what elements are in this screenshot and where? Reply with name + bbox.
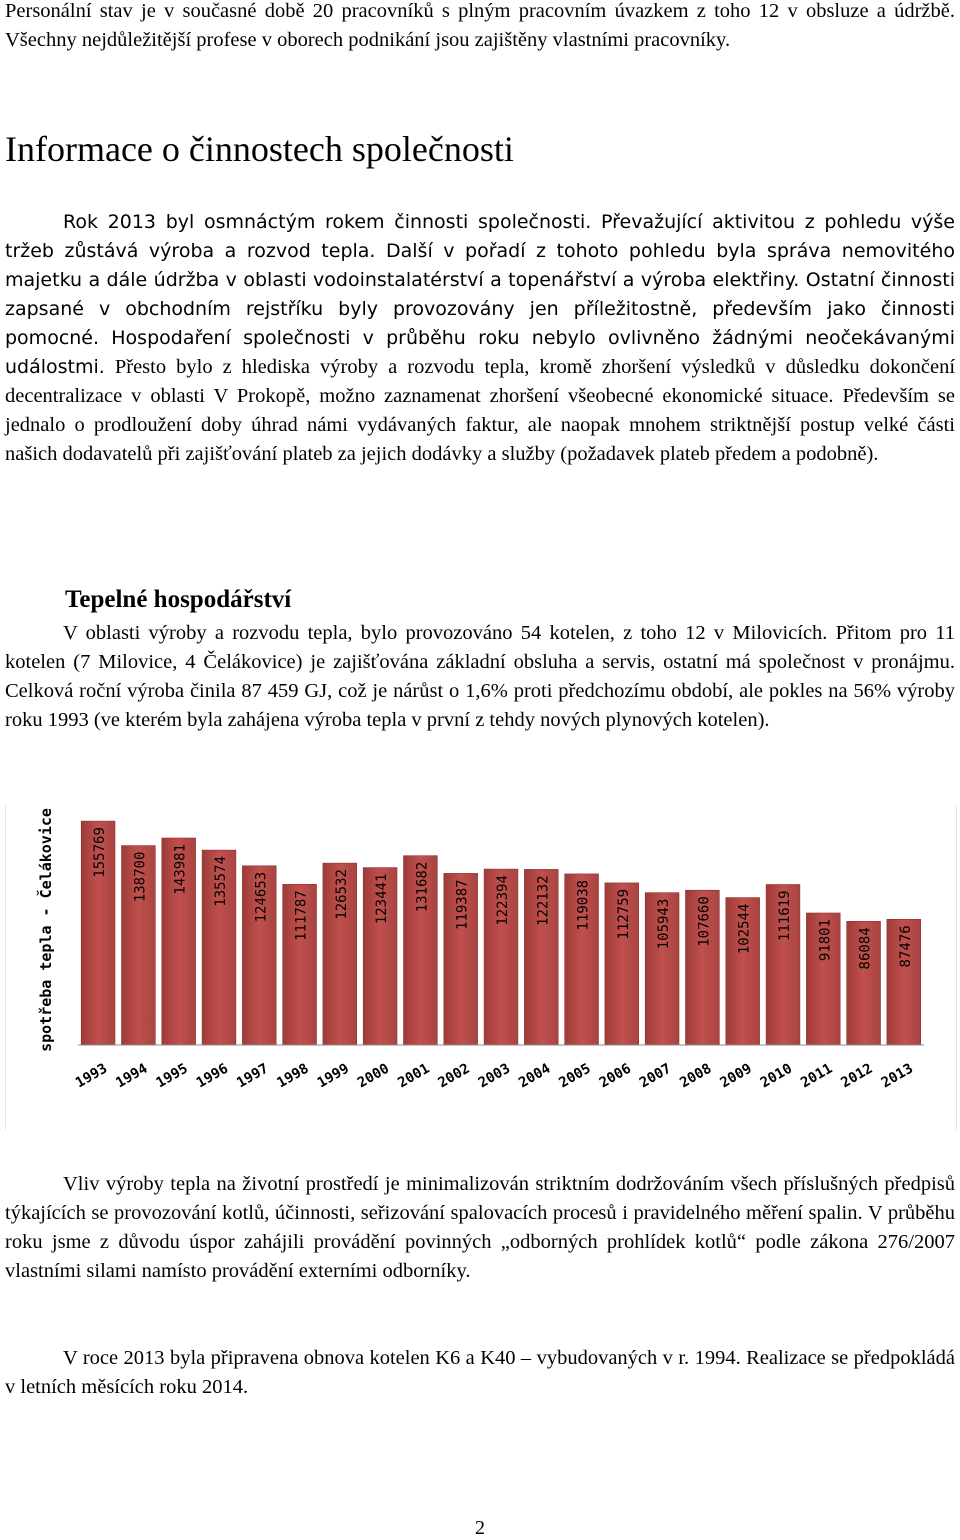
x-tick-label-2000: 2000 [354,1060,393,1092]
x-tick-label-2001: 2001 [395,1060,433,1092]
environment-text: Vliv výroby tepla na životní prostředí je minimalizován striktním dodržováním všech příslušných předpisů týkajících se provozování kotlů, účinnosti, seřizování spalovacích procesů i pravidelného měření spalin. V průběhu roku jsme z důvodu úspor zahájili provádění povinných „odborných prohlídek kotlů“ podle zákona 276/2007 vlastními silami namísto provádění externími odborníky. [5,1173,955,1282]
heating-paragraph [5,619,955,735]
x-tick-label-2007: 2007 [636,1060,675,1092]
x-tick-label-1997: 1997 [234,1060,272,1092]
section-heading-activities: Informace o činnostech společnosti [5,129,514,169]
data-label-2006: 112759 [615,888,632,940]
x-tick-label-1999: 1999 [314,1060,352,1092]
section-heading-heating: Tepelné hospodářství [65,586,292,613]
x-tick-label-2011: 2011 [798,1060,836,1092]
data-label-2004: 122132 [535,875,552,926]
y-axis-label: spotřeba tepla - Čelákovice [37,808,55,1052]
renovation-paragraph [5,1344,955,1402]
x-tick-label-2012: 2012 [838,1060,876,1092]
page-number: 2 [475,1517,485,1539]
data-label-1995: 143981 [172,844,189,895]
heating-text: V oblasti výroby a rozvodu tepla, bylo provozováno 54 kotelen, z toho 12 v Milovicích. Přitom pro 11 kotelen (7 Milovice, 4 Čelákovice) je zajišťována základní obsluha a servis, ostatní má společnost v pronájmu. Celková roční výroba činila 87 459 GJ, což je nárůst o 1,6% proti předchozímu období, ale pokles na 56% výroby roku 1993 (ve kterém byla zahájena výroba tepla v první z tehdy nových plynových kotelen). [5,622,955,731]
x-tick-label-2008: 2008 [677,1060,715,1092]
renovation-text: V roce 2013 byla připravena obnova kotelen K6 a K40 – vybudovaných v r. 1994. Realizace se předpokládá v letních měsících roku 2014. [5,1347,955,1398]
x-tick-label-2006: 2006 [596,1060,634,1092]
data-label-1999: 126532 [333,869,350,920]
x-tick-label-1996: 1996 [193,1060,231,1092]
data-label-2001: 131682 [414,861,431,913]
x-tick-label-2009: 2009 [717,1060,755,1092]
data-label-2007: 105943 [656,898,673,950]
x-tick-label-1993: 1993 [72,1060,111,1092]
data-label-1998: 111787 [293,890,310,941]
x-tick-label-2003: 2003 [475,1060,513,1092]
data-label-2005: 119038 [575,879,592,931]
intro-paragraph: Personální stav je v současné době 20 pracovníků s plným pracovním úvazkem z toho 12 v obsluze a údržbě. Všechny nejdůležitější profese v oborech podnikání jsou zajištěny vlastními pracovníky. [5,0,955,51]
data-label-2009: 102544 [736,903,753,955]
x-tick-label-2004: 2004 [516,1060,554,1092]
data-label-2012: 86084 [857,927,874,970]
data-label-1996: 135574 [213,856,229,907]
data-label-2010: 111619 [777,890,793,942]
x-tick-label-2005: 2005 [556,1060,594,1092]
environment-paragraph [5,1170,955,1286]
data-label-1997: 124653 [253,871,270,923]
data-label-2003: 122394 [495,875,511,926]
data-label-2000: 123441 [374,873,391,925]
chart-svg [6,805,956,1130]
activities-text-sans: Rok 2013 byl osmnáctým rokem činnosti společnosti. Převažující aktivitou z pohledu výše tržeb zůstává výroba a rozvod tepla. Další v pořadí z tohoto pohledu byla správa nemovitého majetku a dále údržba v oblasti vodoinstalatérství a topenářství a výroba elektřiny. Ostatní činnosti zapsané v obchodním rejstříku byly provozovány jen příležitostně, především jako činnosti pomocné. Hospodaření společnosti v průběhu roku nebylo ovlivněno žádnými neočekávanými událostmi. [5,211,955,378]
data-label-2011: 91801 [817,919,834,962]
data-label-2008: 107660 [696,896,713,947]
x-tick-label-2010: 2010 [757,1060,795,1092]
data-label-2013: 87476 [897,925,914,968]
data-label-1993: 155769 [92,827,109,878]
x-tick-label-2002: 2002 [435,1060,473,1092]
data-label-1994: 138700 [132,851,149,903]
data-label-2002: 119387 [454,879,471,930]
x-tick-label-1998: 1998 [274,1060,312,1092]
x-tick-label-1994: 1994 [113,1060,151,1092]
activities-paragraph [5,208,955,469]
activities-text-serif: Přesto bylo z hlediska výroby a rozvodu tepla, kromě zhoršení výsledků v důsledku dokončení decentralizace v oblasti V Prokopě, možno zaznamenat zhoršení všeobecné ekonomické situace. Především se jednalo o prodloužení doby úhrad námi vydávaných faktur, ale naopak mnohem striktnější postup velké části našich dodavatelů při zajišťování plateb za jejich dodávky a služby (požadavek plateb předem a podobně). [5,356,956,465]
x-tick-label-1995: 1995 [153,1060,191,1092]
x-tick-label-2013: 2013 [878,1060,916,1092]
heat-consumption-chart [5,805,957,1130]
